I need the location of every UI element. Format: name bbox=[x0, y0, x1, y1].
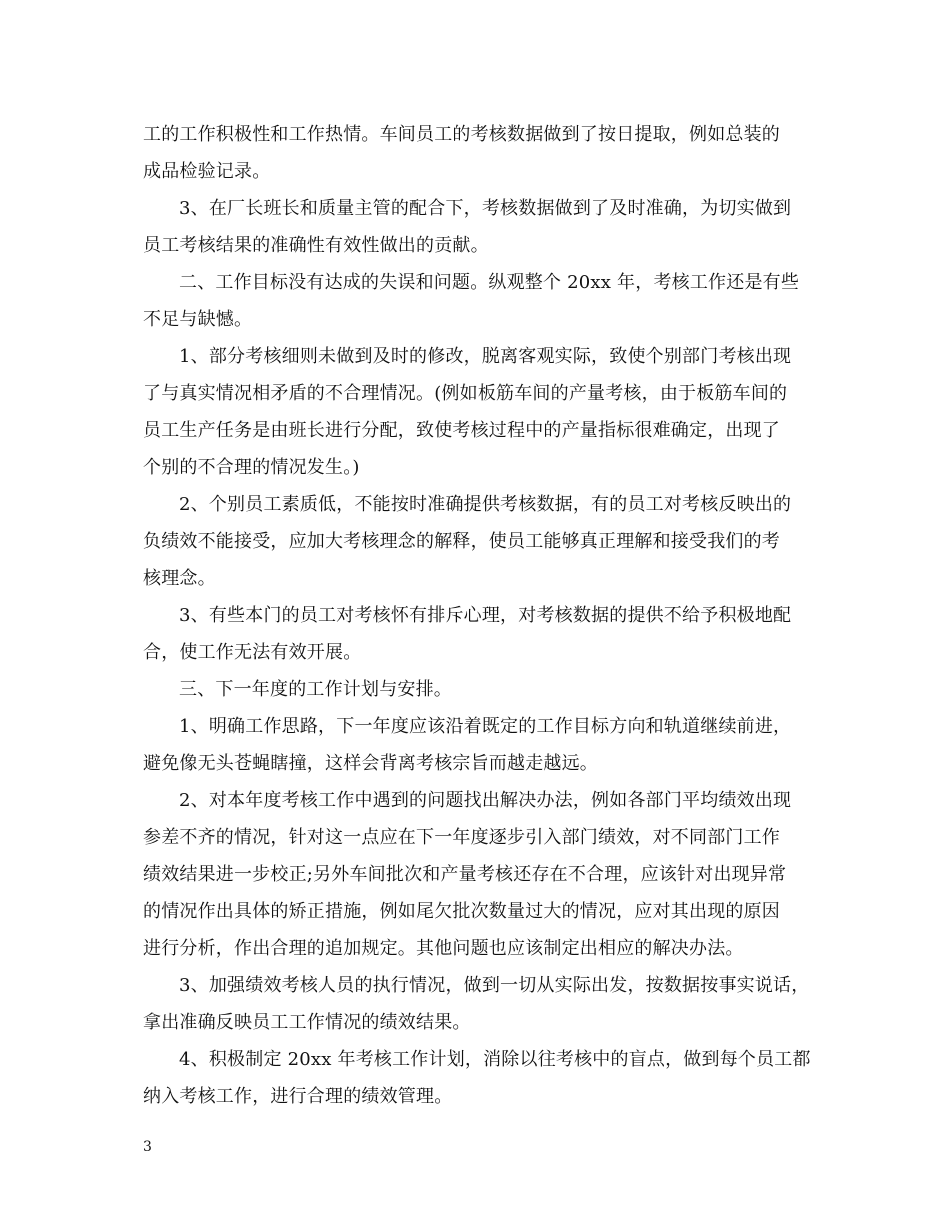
document-body bbox=[143, 116, 815, 1115]
text-line: 1、明确工作思路，下一年度应该沿着既定的工作目标方向和轨道继续前进， bbox=[179, 716, 792, 737]
text-line: 3、在厂长班长和质量主管的配合下，考核数据做到了及时准确，为切实做到 bbox=[179, 198, 792, 219]
text-line: 了与真实情况相矛盾的不合理情况。(例如板筋车间的产量考核，由于板筋车间的 bbox=[143, 383, 788, 404]
text-line: 3、有些本门的员工对考核怀有排斥心理，对考核数据的提供不给予积极地配 bbox=[179, 605, 792, 626]
text-line: 三、下一年度的工作计划与安排。 bbox=[179, 679, 452, 700]
text-line: 个别的不合理的情况发生。) bbox=[143, 457, 360, 478]
text-line: 4、积极制定 20xx 年考核工作计划，消除以往考核中的盲点，做到每个员工都 bbox=[179, 1049, 811, 1070]
text-line: 核理念。 bbox=[143, 568, 216, 589]
page-number: 3 bbox=[143, 1139, 152, 1155]
text-line: 拿出准确反映员工工作情况的绩效结果。 bbox=[143, 1012, 471, 1033]
text-line: 负绩效不能接受，应加大考核理念的解释，使员工能够真正理解和接受我们的考 bbox=[143, 531, 780, 552]
text-line: 2、对本年度考核工作中遇到的问题找出解决办法，例如各部门平均绩效出现 bbox=[179, 790, 792, 811]
text-line: 成品检验记录。 bbox=[143, 161, 271, 182]
text-line: 不足与缺憾。 bbox=[143, 309, 253, 330]
text-line: 合，使工作无法有效开展。 bbox=[143, 642, 362, 663]
text-line: 参差不齐的情况，针对这一点应在下一年度逐步引入部门绩效，对不同部门工作 bbox=[143, 827, 780, 848]
text-line: 进行分析，作出合理的追加规定。其他问题也应该制定出相应的解决办法。 bbox=[143, 938, 744, 959]
text-line: 工的工作积极性和工作热情。车间员工的考核数据做到了按日提取，例如总装的 bbox=[143, 124, 780, 145]
text-line: 二、工作目标没有达成的失误和问题。纵观整个 20xx 年，考核工作还是有些 bbox=[179, 272, 800, 293]
text-line: 纳入考核工作，进行合理的绩效管理。 bbox=[143, 1086, 453, 1107]
text-line: 1、部分考核细则未做到及时的修改，脱离客观实际，致使个别部门考核出现 bbox=[179, 346, 792, 367]
text-line: 的情况作出具体的矫正措施，例如尾欠批次数量过大的情况，应对其出现的原因 bbox=[143, 901, 780, 922]
text-line: 绩效结果进一步校正;另外车间批次和产量考核还存在不合理，应该针对出现异常 bbox=[143, 864, 787, 885]
text-line: 员工生产任务是由班长进行分配，致使考核过程中的产量指标很难确定，出现了 bbox=[143, 420, 780, 441]
text-line: 避免像无头苍蝇瞎撞，这样会背离考核宗旨而越走越远。 bbox=[143, 753, 598, 774]
text-line: 2、个别员工素质低，不能按时准确提供考核数据，有的员工对考核反映出的 bbox=[179, 494, 792, 515]
text-line: 员工考核结果的准确性有效性做出的贡献。 bbox=[143, 235, 489, 256]
text-line: 3、加强绩效考核人员的执行情况，做到一切从实际出发，按数据按事实说话， bbox=[179, 975, 810, 996]
